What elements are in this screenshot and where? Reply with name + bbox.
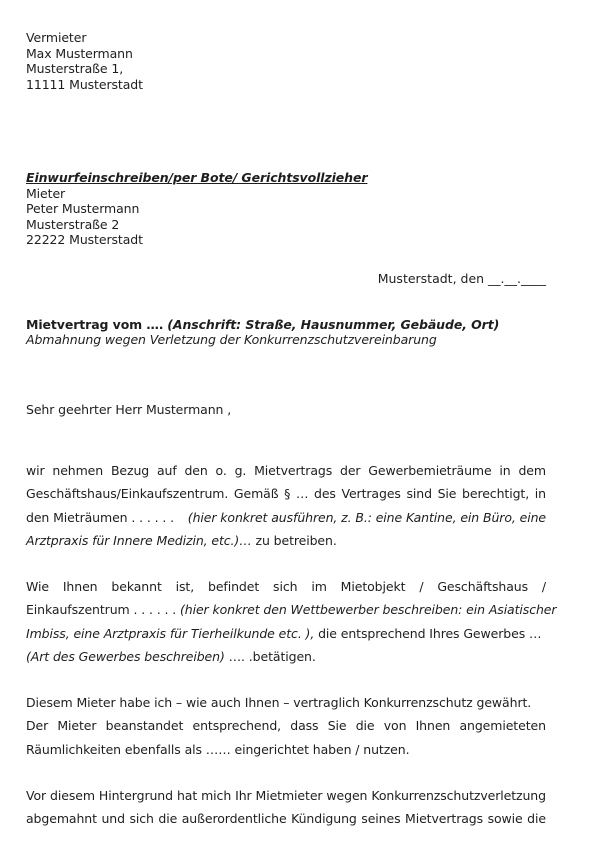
p1-word: Gewerbemieträume xyxy=(368,463,492,478)
p4-word: sowie xyxy=(487,811,523,826)
p3-word: Mieter xyxy=(57,718,97,733)
p4-word: Kündigung xyxy=(291,811,357,826)
subject-contract-prefix: Mietvertrag vom …. xyxy=(26,317,164,332)
p4-word: Hintergrund xyxy=(98,788,173,803)
paragraph1-line3 xyxy=(26,510,546,526)
p4-word: seines xyxy=(361,811,401,826)
p2-line4-normal: …. .betätigen. xyxy=(224,649,316,664)
p2-word: Ihnen xyxy=(62,579,98,594)
p4-word: sich xyxy=(129,811,154,826)
p4-word: Konkurrenzschutzverletzung xyxy=(371,788,546,803)
paragraph1-line2 xyxy=(26,486,546,502)
p3-word: beanstandet xyxy=(105,718,184,733)
p1-word: auf xyxy=(156,463,177,478)
p3-word: von xyxy=(383,718,407,733)
paragraph3-line1: Diesem Mieter habe ich – wie auch Ihnen – vertraglich Konkurrenzschutz gewährt. xyxy=(26,695,532,710)
p2-word: sich xyxy=(273,579,298,594)
p1-word: Geschäftshaus/Einkaufszentrum. xyxy=(26,486,229,501)
recipient-role: Mieter xyxy=(26,186,66,201)
p1-word: in xyxy=(534,486,546,501)
p1-word: wir xyxy=(26,463,45,478)
paragraph2-line1 xyxy=(26,579,546,595)
p3-word: Der xyxy=(26,718,49,733)
p1-word: Mietvertrags xyxy=(254,463,333,478)
p4-word: hat xyxy=(176,788,198,803)
p1-word: Bezug xyxy=(110,463,150,478)
p3-word: entsprechend, xyxy=(192,718,282,733)
p1-line3-normal: den Mieträumen . . . . . . xyxy=(26,510,174,525)
p3-word: Sie xyxy=(327,718,347,733)
subject-contract xyxy=(26,317,499,333)
p1-word: in xyxy=(499,463,511,478)
recipient-street: Musterstraße 2 xyxy=(26,217,120,232)
p4-word: Mietmieter xyxy=(255,788,323,803)
p1-line4-italic: Arztpraxis für Innere Medizin, etc.)… xyxy=(26,533,252,548)
p2-word: bekannt xyxy=(111,579,162,594)
p2-line4-italic: (Art des Gewerbes beschreiben) xyxy=(26,649,225,664)
paragraph3-line3: Räumlichkeiten ebenfalls als …… eingerichtet haben / nutzen. xyxy=(26,742,410,757)
recipient-city: 22222 Musterstadt xyxy=(26,232,143,247)
p4-word: wegen xyxy=(326,788,368,803)
sender-city: 11111 Musterstadt xyxy=(26,77,143,92)
paragraph2-line3 xyxy=(26,626,541,642)
p1-line3-italic: (hier konkret ausführen, z. B.: eine Kantine, ein Büro, eine xyxy=(187,510,546,525)
p1-word: g. xyxy=(234,463,247,478)
p3-word: die xyxy=(355,718,375,733)
p4-word: die xyxy=(527,811,546,826)
paragraph4-line1 xyxy=(26,788,546,804)
p1-word: Vertrages xyxy=(341,486,401,501)
paragraph2-line4 xyxy=(26,649,316,665)
p3-word: dass xyxy=(290,718,319,733)
p4-word: außerordentliche xyxy=(181,811,287,826)
p2-line2-italic: (hier konkret den Wettbewerber beschreiben: ein Asiatischer xyxy=(176,602,557,617)
p1-word: … xyxy=(295,486,309,501)
p2-word: im xyxy=(311,579,327,594)
p1-word: der xyxy=(339,463,361,478)
p2-word: Wie xyxy=(26,579,49,594)
p4-word: die xyxy=(158,811,178,826)
recipient-name: Peter Mustermann xyxy=(26,201,140,216)
sender-role: Vermieter xyxy=(26,30,87,45)
p1-word: o. xyxy=(215,463,227,478)
paragraph2-line2 xyxy=(26,602,556,618)
p2-line3-italic: Imbiss, eine Arztpraxis für Tierheilkunde etc. ), xyxy=(26,626,315,641)
p1-word: § xyxy=(284,486,291,501)
subject-topic: Abmahnung wegen Verletzung der Konkurrenzschutzvereinbarung xyxy=(26,332,437,347)
salutation: Sehr geehrter Herr Mustermann , xyxy=(26,402,232,417)
p4-word: und xyxy=(101,811,125,826)
p3-word: Ihnen xyxy=(415,718,451,733)
p4-word: abgemahnt xyxy=(26,811,97,826)
p1-word: Sie xyxy=(437,486,457,501)
p2-word: Geschäftshaus xyxy=(437,579,528,594)
p2-word: Mietobjekt xyxy=(340,579,406,594)
p1-word: Gemäß xyxy=(233,486,279,501)
p2-word: befindet xyxy=(208,579,260,594)
paragraph3-line2 xyxy=(26,718,546,734)
p1-word: den xyxy=(184,463,208,478)
p1-word: des xyxy=(313,486,336,501)
p2-line2-normal: Einkaufszentrum . . . . . . xyxy=(26,602,177,617)
p2-word: ist, xyxy=(175,579,195,594)
paragraph1-line4 xyxy=(26,533,337,549)
p1-line4-normal: zu betreiben. xyxy=(251,533,337,548)
paragraph1-line1 xyxy=(26,463,546,479)
paragraph4-line2 xyxy=(26,811,546,827)
p4-word: Mietvertrags xyxy=(405,811,484,826)
p2-line3-normal: die entsprechend Ihres Gewerbes … xyxy=(314,626,542,641)
p4-word: Vor xyxy=(26,788,47,803)
p1-word: nehmen xyxy=(52,463,104,478)
sender-name: Max Mustermann xyxy=(26,46,133,61)
p1-word: berechtigt, xyxy=(462,486,530,501)
p3-word: angemieteten xyxy=(459,718,546,733)
p4-word: diesem xyxy=(50,788,95,803)
subject-contract-detail: (Anschrift: Straße, Hausnummer, Gebäude, Ort) xyxy=(167,317,500,332)
p1-word: dem xyxy=(518,463,546,478)
date-line: Musterstadt, den __.__.____ xyxy=(377,271,546,286)
p4-word: Ihr xyxy=(235,788,252,803)
p2-word: / xyxy=(419,579,424,594)
delivery-method: Einwurfeinschreiben/per Bote/ Gerichtsvollzieher xyxy=(26,170,368,185)
sender-street: Musterstraße 1, xyxy=(26,61,124,76)
p1-word: sind xyxy=(406,486,432,501)
p2-word: / xyxy=(541,579,546,594)
p4-word: mich xyxy=(201,788,232,803)
